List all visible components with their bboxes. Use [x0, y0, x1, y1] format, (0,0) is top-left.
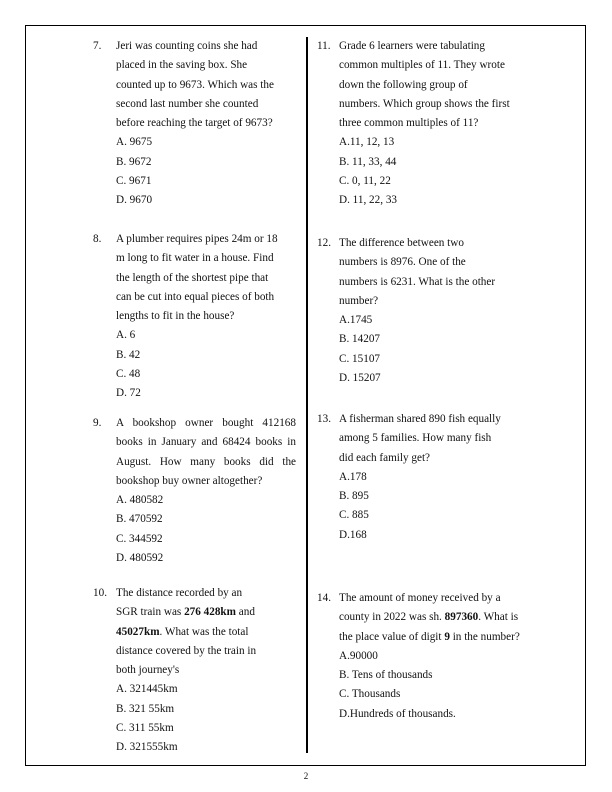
option-a: A. 9675: [116, 136, 153, 149]
question-line: The distance recorded by an: [116, 587, 243, 599]
option-b: B. 9672: [116, 155, 152, 168]
question-number: 12.: [317, 237, 331, 249]
question-line: counted up to 9673. Which was the: [116, 78, 274, 91]
question-line: m long to fit water in a house. Find: [116, 252, 274, 265]
question-number: 14.: [317, 592, 331, 604]
question-line: did each family get?: [339, 451, 431, 464]
option-d: D. 72: [116, 387, 141, 400]
question-line: [116, 623, 306, 642]
option-b: B. 895: [339, 490, 369, 503]
bold-distance-2: 45027km: [116, 625, 160, 638]
text-segment: SGR train was: [116, 606, 185, 619]
question-line: number?: [339, 294, 379, 307]
question-line: placed in the saving box. She: [116, 59, 248, 72]
option-a: A. 6: [116, 329, 136, 342]
option-b: B. 321 55km: [116, 702, 175, 715]
question-line: down the following group of: [339, 78, 468, 91]
option-c: C. Thousands: [339, 688, 401, 701]
question-line: second last number she counted: [116, 97, 259, 110]
question-line: distance covered by the train in: [116, 644, 257, 657]
option-b: B. Tens of thousands: [339, 669, 433, 682]
option-d: D.168: [339, 528, 367, 541]
option-d: D. 9670: [116, 194, 153, 207]
option-b: B. 14207: [339, 333, 381, 346]
page-number: 2: [303, 771, 309, 781]
text-segment: and: [235, 606, 255, 619]
question-line: numbers is 8976. One of the: [339, 256, 466, 269]
question-line: the length of the shortest pipe that: [116, 271, 269, 284]
question-line: A fisherman shared 890 fish equally: [339, 413, 501, 425]
option-c: C. 344592: [116, 532, 163, 545]
question-line: numbers. Which group shows the first: [339, 97, 510, 110]
option-c: C. 9671: [116, 175, 152, 188]
question-line: [339, 628, 574, 647]
option-a: A. 480582: [116, 494, 164, 507]
option-c: C. 15107: [339, 352, 381, 365]
question-line: The amount of money received by a: [339, 592, 501, 604]
text-segment: in the number?: [449, 630, 520, 643]
option-a: A.178: [339, 470, 367, 483]
question-line: can be cut into equal pieces of both: [116, 290, 275, 303]
text-segment: . What is: [478, 611, 519, 624]
question-number: 9.: [93, 417, 102, 429]
question-line: before reaching the target of 9673?: [116, 117, 273, 130]
question-line: The difference between two: [339, 237, 464, 249]
option-d: D. 15207: [339, 372, 381, 385]
option-a: A.11, 12, 13: [339, 136, 395, 149]
question-line: numbers is 6231. What is the other: [339, 275, 496, 288]
question-line: books in January and 68424 books in: [116, 436, 296, 449]
bold-distance-1: 276 428km: [184, 606, 236, 619]
text-segment: . What was the total: [159, 625, 249, 638]
question-number: 7.: [93, 40, 102, 52]
question-line: both journey's: [116, 664, 180, 677]
option-c: C. 0, 11, 22: [339, 175, 391, 188]
option-a: A.90000: [339, 649, 378, 662]
option-d: D. 321555km: [116, 741, 178, 754]
question-line: A plumber requires pipes 24m or 18: [116, 233, 278, 245]
text-segment: county in 2022 was sh.: [339, 611, 445, 624]
option-d: D. 11, 22, 33: [339, 194, 398, 207]
bold-amount: 897360: [444, 611, 479, 624]
option-b: B. 42: [116, 348, 141, 361]
question-line: August. How many books did the: [116, 455, 296, 468]
question-line: Jeri was counting coins she had: [116, 40, 258, 52]
option-d: D.Hundreds of thousands.: [339, 707, 456, 720]
question-line: A bookshop owner bought 412168: [116, 417, 296, 429]
option-c: C. 311 55km: [116, 722, 174, 735]
question-number: 13.: [317, 413, 331, 425]
question-number: 11.: [317, 40, 331, 52]
question-number: 8.: [93, 233, 102, 245]
question-line: bookshop buy owner altogether?: [116, 474, 263, 487]
option-d: D. 480592: [116, 552, 164, 565]
option-a: A. 321445km: [116, 683, 178, 696]
option-a: A.1745: [339, 314, 373, 327]
question-line: [339, 608, 574, 627]
column-divider: [306, 37, 308, 753]
text-segment: the place value of digit: [339, 630, 445, 643]
option-b: B. 470592: [116, 513, 163, 526]
option-c: C. 48: [116, 368, 141, 381]
question-line: lengths to fit in the house?: [116, 310, 235, 323]
option-c: C. 885: [339, 509, 369, 522]
question-line: Grade 6 learners were tabulating: [339, 40, 485, 52]
question-line: three common multiples of 11?: [339, 117, 479, 130]
question-line: among 5 families. How many fish: [339, 432, 492, 445]
question-number: 10.: [93, 587, 107, 599]
bold-digit: 9: [444, 630, 450, 643]
question-line: [116, 603, 306, 622]
option-b: B. 11, 33, 44: [339, 155, 397, 168]
question-line: common multiples of 11. They wrote: [339, 59, 505, 72]
